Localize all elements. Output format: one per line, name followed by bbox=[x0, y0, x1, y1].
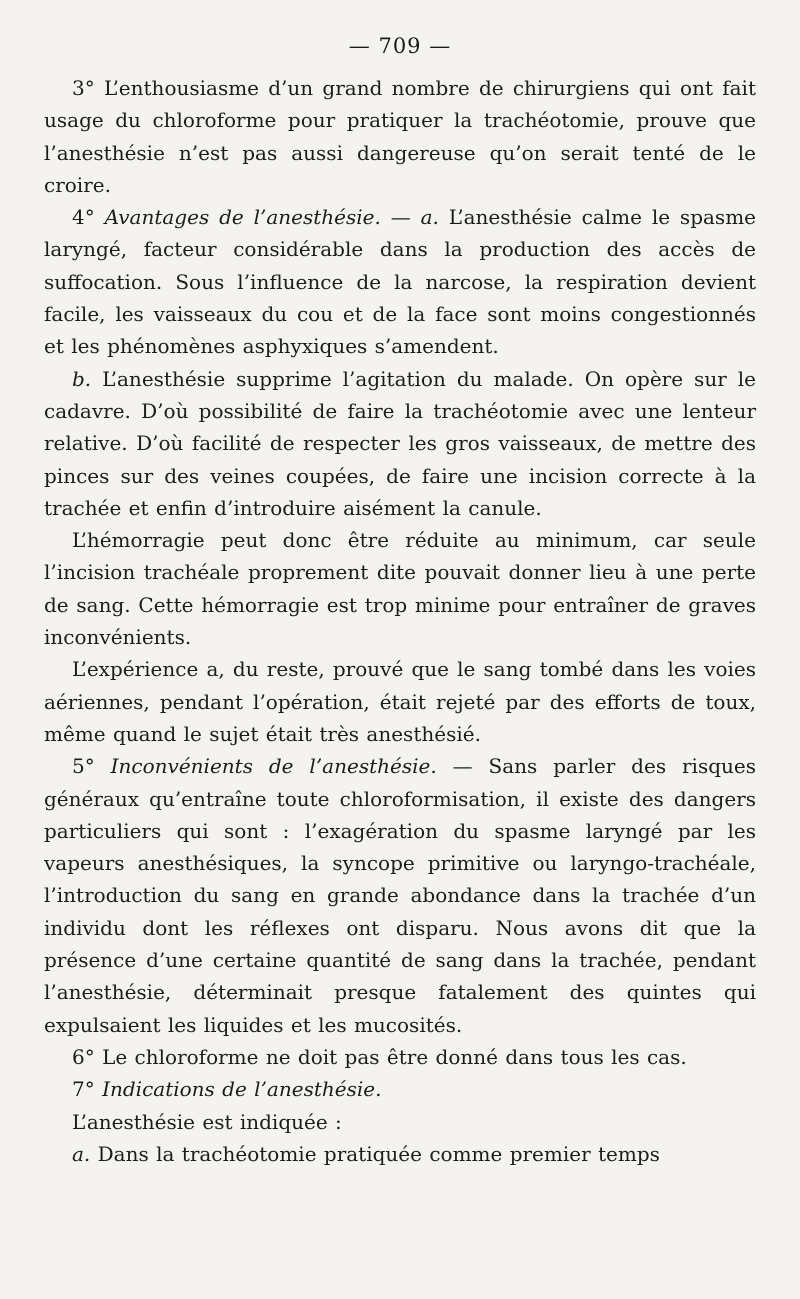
section-heading: Inconvénients de l’anesthésie. bbox=[110, 754, 437, 779]
paragraph-3-enthousiasme bbox=[44, 72, 756, 201]
paragraph-number: 7° bbox=[72, 1077, 103, 1102]
paragraph-text: — Sans parler des risques généraux qu’entraîne toute chloroformisation, il existe des dangers particuliers qui sont : l’exagération du spasme laryngé par les vapeurs anesthésiques, la syncope primitive ou laryngo-trachéale, l’introduction du sang en grande abondance dans la trachée d’un individu dont les réflexes ont disparu. Nous avons dit que la présence d’une certaine quantité de sang dans la trachée, pendant l’anesthésie, déterminait presque fatalement des quintes qui expulsaient les liquides et les mucosités. bbox=[44, 754, 756, 1037]
paragraph-text: L’hémorragie peut donc être réduite au minimum, car seule l’incision trachéale proprement dite pouvait donner lieu à une perte de sang. Cette hémorragie est trop minime pour entraîner de graves inconvénients. bbox=[44, 528, 756, 650]
paragraph-text: 6° Le chloroforme ne doit pas être donné dans tous les cas. bbox=[72, 1044, 687, 1069]
list-marker: b. bbox=[72, 366, 92, 391]
paragraph-4-avantages-b bbox=[44, 363, 756, 524]
paragraph-experience bbox=[44, 653, 756, 750]
paragraph-text: L’anesthésie calme le spasme laryngé, facteur considérable dans la production des accès de suffocation. Sous l’influence de la narcose, la respiration devient facile, les vaisseaux du cou et de la face sont moins congestionnés et les phénomènes asphyxiques s’amendent. bbox=[44, 205, 756, 359]
paragraph-number: 5° bbox=[72, 754, 111, 779]
paragraph-number: 4° bbox=[72, 205, 105, 230]
section-heading: Indications de l’anesthésie. bbox=[102, 1077, 382, 1102]
paragraph-hemorragie bbox=[44, 524, 756, 653]
paragraph-text: 3° L’enthousiasme d’un grand nombre de chirurgiens qui ont fait usage du chloroforme pour pratiquer la trachéotomie, prouve que l’anesthésie n’est pas aussi dangereuse qu’on serait tenté de le croire. bbox=[44, 76, 756, 197]
section-heading: Avantages de l’anesthésie. — a. bbox=[104, 205, 439, 230]
paragraph-6-chloroforme bbox=[44, 1041, 756, 1073]
list-marker: a. bbox=[72, 1141, 91, 1166]
paragraph-4-avantages-a bbox=[44, 201, 756, 362]
paragraph-a-trachéotomie bbox=[44, 1138, 756, 1170]
page-number: — 709 — bbox=[348, 34, 452, 58]
paragraph-text: L’expérience a, du reste, prouvé que le sang tombé dans les voies aériennes, pendant l’opération, était rejeté par des efforts de toux, même quand le sujet était très anesthésié. bbox=[44, 657, 756, 746]
paragraph-text: Dans la trachéotomie pratiquée comme premier temps bbox=[90, 1141, 660, 1166]
paragraph-text: L’anesthésie supprime l’agitation du malade. On opère sur le cadavre. D’où possibilité de faire la trachéotomie avec une lenteur relative. D’où facilité de respecter les gros vaisseaux, de mettre des pinces sur des veines coupées, de faire une incision correcte à la trachée et enfin d’introduire aisément la canule. bbox=[44, 366, 756, 520]
paragraph-5-inconvenients bbox=[44, 750, 756, 1041]
paragraph-text: L’anesthésie est indiquée : bbox=[72, 1109, 342, 1134]
paragraph-anesthesie-indiquee bbox=[44, 1106, 756, 1138]
body-text bbox=[44, 72, 756, 1170]
paragraph-7-indications bbox=[44, 1073, 756, 1105]
